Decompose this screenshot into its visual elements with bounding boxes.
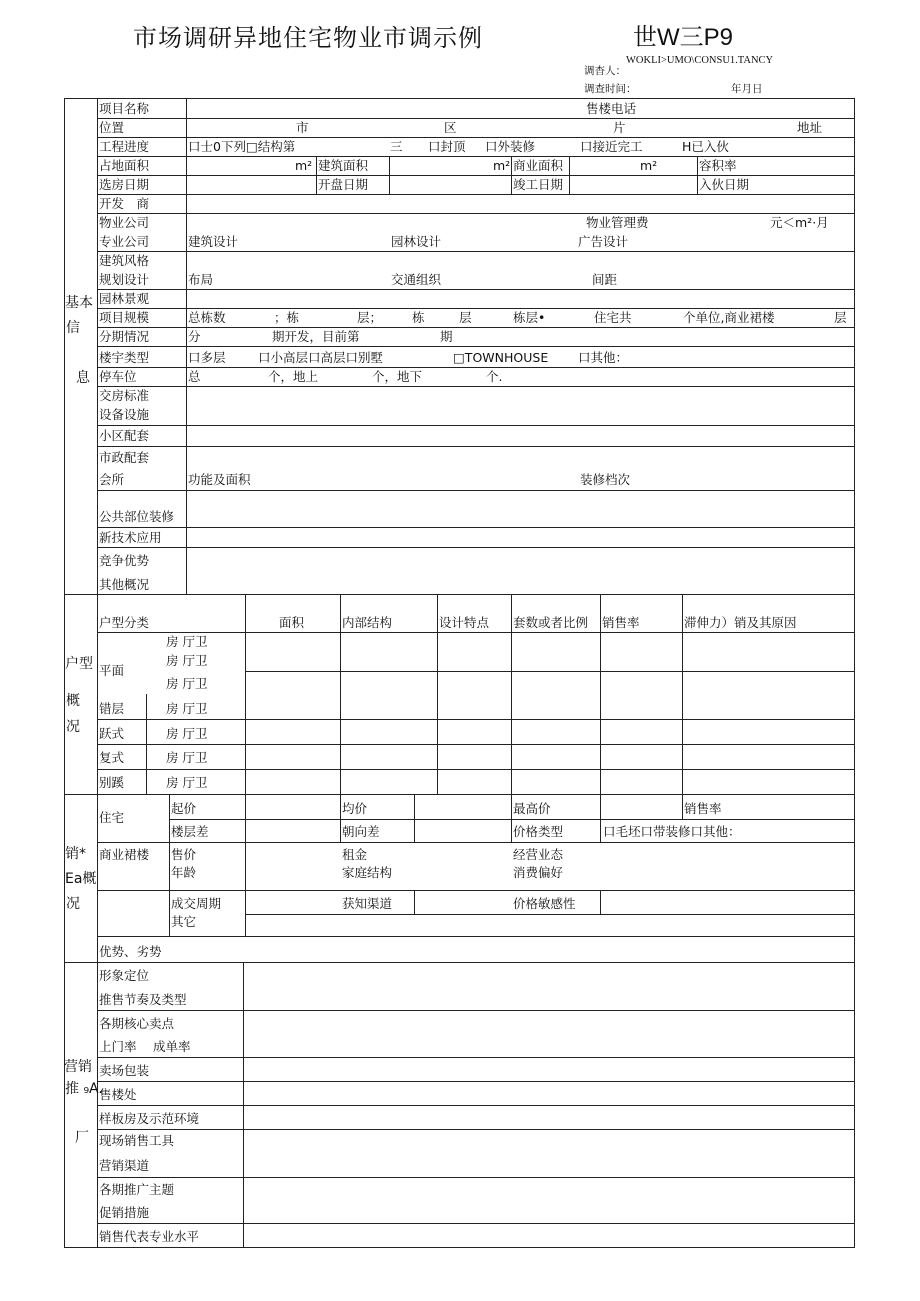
field-label: 总栋数 (188, 310, 226, 325)
column-header: 滞伸力）销及其原因 (684, 615, 797, 630)
unit-label: m² (295, 158, 313, 173)
field-label: 商业面积 (513, 158, 564, 173)
room-label: 房 厅卫 (166, 775, 208, 790)
column-header: 设计特点 (439, 615, 490, 630)
field-label: 建筑风格 (99, 253, 150, 268)
field-label: 优势、劣势 (99, 944, 162, 959)
marketing-item: 各期推广主题 (99, 1182, 175, 1197)
marketing-item: 样板房及示范环境 (99, 1111, 200, 1126)
unit-type-label: 错层 (99, 701, 125, 716)
field-label: 设备设施 (99, 407, 150, 422)
field-label: 其它 (171, 914, 197, 929)
field-label: 层 (459, 310, 472, 325)
section-sales-label-3: 况 (66, 896, 80, 912)
field-label: 个. (486, 369, 503, 384)
field-label: 价格类型 (513, 824, 564, 839)
section-marketing-label-3: 厂 (75, 1130, 89, 1146)
section-unit-label-2: 概 (66, 693, 80, 709)
field-label: 间距 (592, 272, 618, 287)
field-label: 专业公司 (99, 234, 150, 249)
field-label: 停车位 (99, 369, 137, 384)
field-label: 片 (613, 120, 626, 135)
field-label: 获知渠道 (342, 896, 393, 911)
field-label: 楼宇类型 (99, 350, 150, 365)
field-label: ；栋 (274, 310, 300, 325)
field-label: 栋层• (513, 310, 546, 325)
marketing-item: 现场销售工具 (99, 1133, 175, 1148)
field-label: 分期情况 (99, 329, 150, 344)
field-label: 其他概况 (99, 577, 150, 592)
field-label: 市 (296, 120, 309, 135)
progress-option: 口士0下列□结构第 (188, 139, 296, 154)
field-label: 个单位,商业裙楼 (683, 310, 775, 325)
field-label: 成交周期 (171, 896, 222, 911)
unit-label: 元＜m²·月 (770, 215, 829, 230)
field-label: 交通组织 (391, 272, 442, 287)
field-label: 选房日期 (99, 177, 150, 192)
field-label: 商业裙楼 (99, 847, 150, 862)
field-label: 售价 (171, 847, 197, 862)
section-unit-label-1: 户型 (65, 656, 93, 672)
field-label: 容积率 (699, 158, 737, 173)
field-label: 竞争优势 (99, 553, 150, 568)
progress-option: 口封顶 (428, 139, 466, 154)
field-label: 会所 (99, 472, 125, 487)
column-header: 销售率 (602, 615, 640, 630)
section-basic-label-2: 信 (66, 320, 80, 336)
unit-type-label: 平面 (99, 663, 125, 678)
field-label: 物业管理费 (586, 215, 649, 230)
field-label: 分 (188, 329, 201, 344)
field-label: 开发 商 (99, 196, 150, 211)
marketing-item: 各期核心卖点 (99, 1016, 175, 1031)
field-label: 区 (444, 120, 457, 135)
field-label: 物业公司 (99, 215, 150, 230)
field-label: 市政配套 (99, 450, 150, 465)
building-type-option: 口小高层口高层口别墅 (258, 350, 384, 365)
section-basic-label-1: 基本 (65, 295, 93, 311)
field-label: 总 (188, 369, 201, 384)
field-label: 均价 (342, 801, 368, 816)
unit-label: m² (640, 158, 658, 173)
field-label: 开盘日期 (318, 177, 369, 192)
field-label: 建筑设计 (188, 234, 239, 249)
section-marketing-label-1: 营销 (64, 1059, 92, 1075)
field-label: 层 (834, 310, 847, 325)
field-label: 价格敏感性 (513, 896, 576, 911)
field-label: 公共部位装修 (99, 509, 175, 524)
progress-option: 三 (390, 139, 403, 154)
field-label: 期 (440, 329, 453, 344)
field-label: 年龄 (171, 865, 197, 880)
field-label: 建筑面积 (318, 158, 369, 173)
field-label: 项目名称 (99, 101, 150, 116)
field-label: 经营业态 (513, 847, 564, 862)
field-label: 规划设计 (99, 272, 150, 287)
progress-option: 口接近完工 (580, 139, 643, 154)
field-label: 楼层差 (171, 824, 209, 839)
section-sales-label-2: Ea概 (65, 871, 97, 887)
section-basic-label-3: 息 (76, 370, 90, 386)
field-label: 交房标准 (99, 388, 150, 403)
company-name-en: WOKLI>UMO\CONSU1.TANCY (626, 55, 774, 66)
building-type-option: 口多层 (188, 350, 226, 365)
field-label: 销售率 (684, 801, 722, 816)
marketing-item: 推售节奏及类型 (99, 992, 187, 1007)
surveyor-label: 调杳人： (584, 65, 626, 77)
field-label: 消费偏好 (513, 865, 564, 880)
section-marketing-label-2: 推 ₉A. (65, 1081, 103, 1097)
field-label: 位置 (99, 120, 125, 135)
column-header: 内部结构 (342, 615, 393, 630)
field-label: 新技术应用 (99, 530, 162, 545)
field-label: 占地面积 (99, 158, 150, 173)
field-label: 起价 (171, 801, 197, 816)
survey-date: 年月日 (731, 83, 763, 95)
field-label: 布局 (188, 272, 214, 287)
marketing-item: 形象定位 (99, 968, 150, 983)
marketing-item: 卖场包装 (99, 1063, 150, 1078)
field-label: 竣工日期 (513, 177, 564, 192)
field-label: 小区配套 (99, 428, 150, 443)
room-label: 房 厅卫 (166, 701, 208, 716)
marketing-item: 售楼处 (99, 1087, 137, 1102)
field-label: 住宅共 (594, 310, 632, 325)
field-label: 最高价 (513, 801, 551, 816)
field-label: 工程进度 (99, 139, 150, 154)
field-label: 个，地上 (268, 369, 319, 384)
field-label: 入伙日期 (699, 177, 750, 192)
unit-type-label: 别蹊 (99, 775, 125, 790)
column-header: 套数或者比例 (513, 615, 589, 630)
room-label: 房 厅卫 (166, 653, 208, 668)
field-label: 园林设计 (391, 234, 442, 249)
field-label: 朝向差 (342, 824, 380, 839)
field-label: 地址 (797, 120, 823, 135)
marketing-item: 上门率 成单率 (99, 1039, 191, 1054)
field-label: 家庭结构 (342, 865, 393, 880)
field-label: 售楼电话 (586, 101, 637, 116)
field-label: 装修档次 (580, 472, 631, 487)
marketing-item: 促销措施 (99, 1205, 150, 1220)
column-header: 面积 (279, 615, 305, 630)
room-label: 房 厅卫 (166, 634, 208, 649)
field-label: 层； (357, 310, 383, 325)
field-label: 功能及面积 (188, 472, 251, 487)
column-header: 户型分类 (99, 615, 150, 630)
field-label: 栋 (412, 310, 425, 325)
building-type-option: □TOWNHOUSE (453, 350, 549, 365)
field-label: 广告设计 (578, 234, 629, 249)
company-logo: 世W三P9 (633, 24, 734, 51)
unit-type-label: 跃式 (99, 726, 125, 741)
field-label: 园林景观 (99, 291, 150, 306)
room-label: 房 厅卫 (166, 750, 208, 765)
field-label: 项目规模 (99, 310, 150, 325)
room-label: 房 厅卫 (166, 726, 208, 741)
survey-time-label: 调查时间： (584, 83, 637, 95)
field-label: 租金 (342, 847, 368, 862)
progress-option: H已入伙 (682, 139, 729, 154)
page-title: 市场调研异地住宅物业市调示例 (133, 24, 483, 52)
price-type-options: 口毛坯口带装修口其他： (603, 824, 741, 839)
room-label: 房 厅卫 (166, 676, 208, 691)
section-unit-label-3: 况 (66, 719, 80, 735)
section-sales-label-1: 销* (65, 846, 86, 862)
field-label: 住宅 (99, 810, 125, 825)
unit-type-label: 复式 (99, 750, 125, 765)
unit-label: m² (493, 158, 511, 173)
field-label: 个，地下 (372, 369, 423, 384)
field-label: 期开发，目前第 (272, 329, 360, 344)
marketing-item: 销售代表专业水平 (99, 1229, 200, 1244)
progress-option: 口外装修 (485, 139, 536, 154)
marketing-item: 营销渠道 (99, 1158, 150, 1173)
building-type-option: 口其他： (578, 350, 629, 365)
